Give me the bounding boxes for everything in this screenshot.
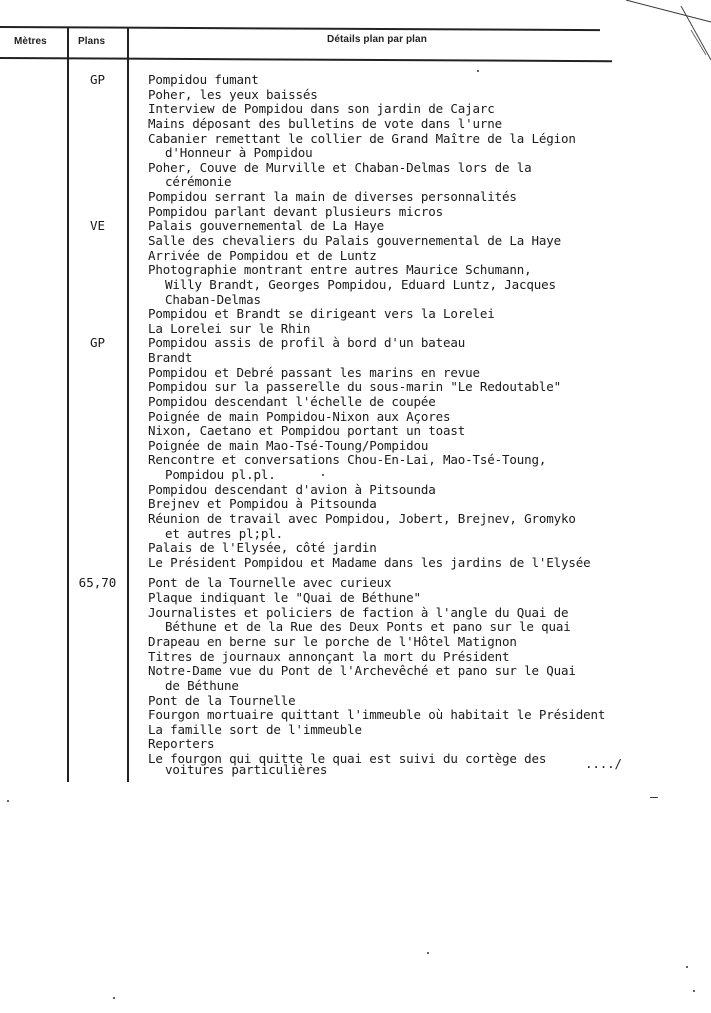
scan-speck xyxy=(7,800,9,802)
detail-line: Pompidou pl.pl. xyxy=(165,467,276,482)
detail-line: Cabanier remettant le collier de Grand Maître de la Légion xyxy=(148,130,576,146)
header-plans: Plans xyxy=(78,36,106,47)
detail-line: Arrivée de Pompidou et de Luntz xyxy=(148,247,377,263)
detail-line: Pompidou et Brandt se dirigeant vers la Lorelei xyxy=(148,306,495,322)
detail-line: Titres de journaux annonçant la mort du Président xyxy=(148,648,510,664)
detail-line: Pompidou parlant devant plusieurs micros xyxy=(148,203,444,219)
detail-line: Drapeau en berne sur le porche de l'Hôtel Matignon xyxy=(148,633,517,649)
detail-line: Fourgon mortuaire quittant l'immeuble où habitait le Président xyxy=(148,707,606,723)
scan-speck xyxy=(477,70,479,72)
detail-line: Poher, Couve de Murville et Chaban-Delmas lors de la xyxy=(148,159,532,175)
continuation-mark: ..../ xyxy=(585,756,622,771)
page-corner-mark xyxy=(571,0,711,70)
table-top-border xyxy=(0,26,600,31)
plan-label: GP xyxy=(89,335,106,351)
detail-line: Interview de Pompidou dans son jardin de Cajarc xyxy=(148,101,495,117)
detail-line: Salle des chevaliers du Palais gouvernemental de La Haye xyxy=(148,232,562,248)
detail-line: Poignée de main Mao-Tsé-Toung/Pompidou xyxy=(148,437,429,453)
detail-line: Pompidou descendant l'échelle de coupée xyxy=(148,393,436,409)
detail-line: d'Honneur à Pompidou xyxy=(165,145,313,161)
detail-line: Pompidou descendant d'avion à Pitsounda xyxy=(148,481,436,497)
column-divider-plans xyxy=(127,27,129,782)
detail-line: Plaque indiquant le "Quai de Béthune" xyxy=(148,590,421,606)
detail-line: Réunion de travail avec Pompidou, Jobert, Brejnev, Gromyko xyxy=(148,510,576,526)
detail-line: cérémonie xyxy=(165,174,232,190)
detail-line: Journalistes et policiers de faction à l'angle du Quai de xyxy=(148,604,569,620)
scan-speck xyxy=(693,990,695,992)
detail-line: Reporters xyxy=(148,736,215,752)
detail-line: Pompidou assis de profil à bord d'un bateau xyxy=(148,335,466,351)
detail-line: Pompidou et Debré passant les marins en revue xyxy=(148,364,480,380)
detail-line: Rencontre et conversations Chou-En-Lai, Mao-Tsé-Toung, xyxy=(148,452,547,468)
detail-line: et autres pl;pl. xyxy=(165,525,284,541)
detail-line: Mains déposant des bulletins de vote dans l'urne xyxy=(148,115,503,131)
detail-line: Nixon, Caetano et Pompidou portant un toast xyxy=(148,423,466,439)
detail-line: La famille sort de l'immeuble xyxy=(148,721,362,737)
scan-speck xyxy=(686,966,688,968)
detail-line: de Béthune xyxy=(165,677,239,693)
plan-label: GP xyxy=(89,72,106,87)
detail-line: Notre-Dame vue du Pont de l'Archevêché et pano sur le Quai xyxy=(148,663,576,679)
plan-label: VE xyxy=(89,218,106,234)
detail-line: Palais de l'Elysée, côté jardin xyxy=(148,540,377,556)
detail-line: Le Président Pompidou et Madame dans les jardins de l'Elysée xyxy=(148,554,591,570)
plan-label: 65,70 xyxy=(78,575,117,591)
header-details: Détails plan par plan xyxy=(327,34,427,45)
detail-line: Pompidou fumant xyxy=(148,72,259,87)
detail-line: La Lorelei sur le Rhin xyxy=(148,320,311,336)
detail-line: Photographie montrant entre autres Maurice Schumann, xyxy=(148,262,532,278)
detail-line: Pont de la Tournelle avec curieux xyxy=(148,575,392,591)
scan-speck xyxy=(427,952,429,954)
header-bottom-border xyxy=(0,57,612,62)
detail-line: voitures particulières xyxy=(165,761,328,777)
detail-line: Palais gouvernemental de La Haye xyxy=(148,218,385,234)
detail-line: Pont de la Tournelle xyxy=(148,692,296,708)
scan-speck xyxy=(650,797,658,798)
detail-line: Béthune et de la Rue des Deux Ponts et pano sur le quai xyxy=(165,619,571,635)
detail-line: Willy Brandt, Georges Pompidou, Eduard Luntz, Jacques xyxy=(165,276,556,292)
scan-speck xyxy=(113,997,115,999)
detail-line: Brandt xyxy=(148,350,193,365)
detail-line: Chaban-Delmas xyxy=(165,291,261,307)
detail-line: Poignée de main Pompidou-Nixon aux Açores xyxy=(148,408,451,424)
column-divider-metres xyxy=(67,27,69,782)
detail-line: Le fourgon qui quitte le quai est suivi du cortège des xyxy=(148,751,547,766)
header-metres: Mètres xyxy=(14,36,47,47)
detail-line: Brejnev et Pompidou à Pitsounda xyxy=(148,496,377,512)
detail-line: Pompidou sur la passerelle du sous-marin "Le Redoutable" xyxy=(148,379,562,395)
scan-speck xyxy=(322,474,324,476)
detail-line: Pompidou serrant la main de diverses personnalités xyxy=(148,189,517,204)
detail-line: Poher, les yeux baissés xyxy=(148,86,318,102)
